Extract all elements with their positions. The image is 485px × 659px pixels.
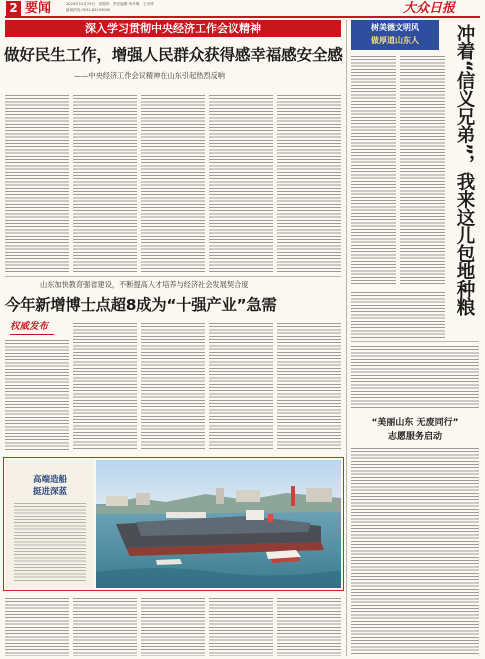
- bottom-col-4: [209, 598, 273, 656]
- bottom-col-1: [5, 598, 69, 656]
- second-kicker: 山东加快教育强省建设，不断提高人才培养与经济社会发展契合度: [40, 280, 249, 289]
- second-body-col-1: [5, 340, 69, 450]
- hotline: 新闻热线 0531-85193000: [66, 8, 111, 12]
- main-body-col-3: [141, 95, 205, 273]
- main-body-col-4: [209, 95, 273, 273]
- banner-text: 深入学习贯彻中央经济工作会议精神: [85, 22, 261, 35]
- sidebar-body-3: [351, 292, 445, 338]
- sidebar-tag-line-1: 树美德文明风: [371, 23, 419, 32]
- main-body-col-5: [277, 95, 341, 273]
- second-body-col-5: [277, 323, 341, 450]
- second-body-col-2: [73, 323, 137, 450]
- date-line: 2024年12月19日 星期四 责任编辑 李丹琳 王安琦: [66, 2, 154, 6]
- main-headline: 做好民生工作，增强人民群众获得感幸福感安全感: [4, 46, 343, 64]
- second-body-col-3: [141, 323, 205, 450]
- sidebar-body-2: [400, 56, 445, 286]
- main-body-col-1: [5, 95, 69, 273]
- sidebar-body-4: [351, 346, 479, 410]
- authoritative-release-badge: 权威发布: [10, 321, 49, 332]
- bottom-col-3: [141, 598, 205, 656]
- volunteer-body: [351, 448, 479, 656]
- header-rule: [5, 16, 480, 18]
- sidebar-divider: [346, 20, 347, 656]
- volunteer-title: “美丽山东 无废同行” 志愿服务启动: [371, 418, 459, 442]
- photo-caption-title: 高端造船 挺进深蓝: [32, 475, 67, 497]
- main-body-col-2: [73, 95, 137, 273]
- main-subhead: ——中央经济工作会议精神在山东引起热烈反响: [74, 71, 225, 80]
- photo-caption-text: [14, 503, 86, 583]
- sidebar-vertical-headline: 冲着“信义兄弟”，我来这儿包地种粮: [454, 24, 475, 316]
- second-headline: 今年新增博士点超8成为“十强产业”急需: [5, 296, 277, 314]
- shipyard-photo: [96, 460, 341, 588]
- shipyard-photo-graphic: [96, 460, 341, 588]
- bottom-col-2: [73, 598, 137, 656]
- paper-logo: 大众日报: [403, 1, 456, 16]
- badge-underline: [10, 334, 54, 335]
- main-story-bottom-rule: [5, 276, 341, 277]
- sidebar-tag-line-2: 做厚道山东人: [371, 36, 419, 45]
- section-name: 要闻: [25, 1, 52, 16]
- page-number: 2: [9, 1, 18, 15]
- sidebar-body-1: [351, 56, 396, 286]
- second-body-col-4: [209, 323, 273, 450]
- sidebar-mid-rule: [351, 341, 479, 342]
- bottom-col-5: [277, 598, 341, 656]
